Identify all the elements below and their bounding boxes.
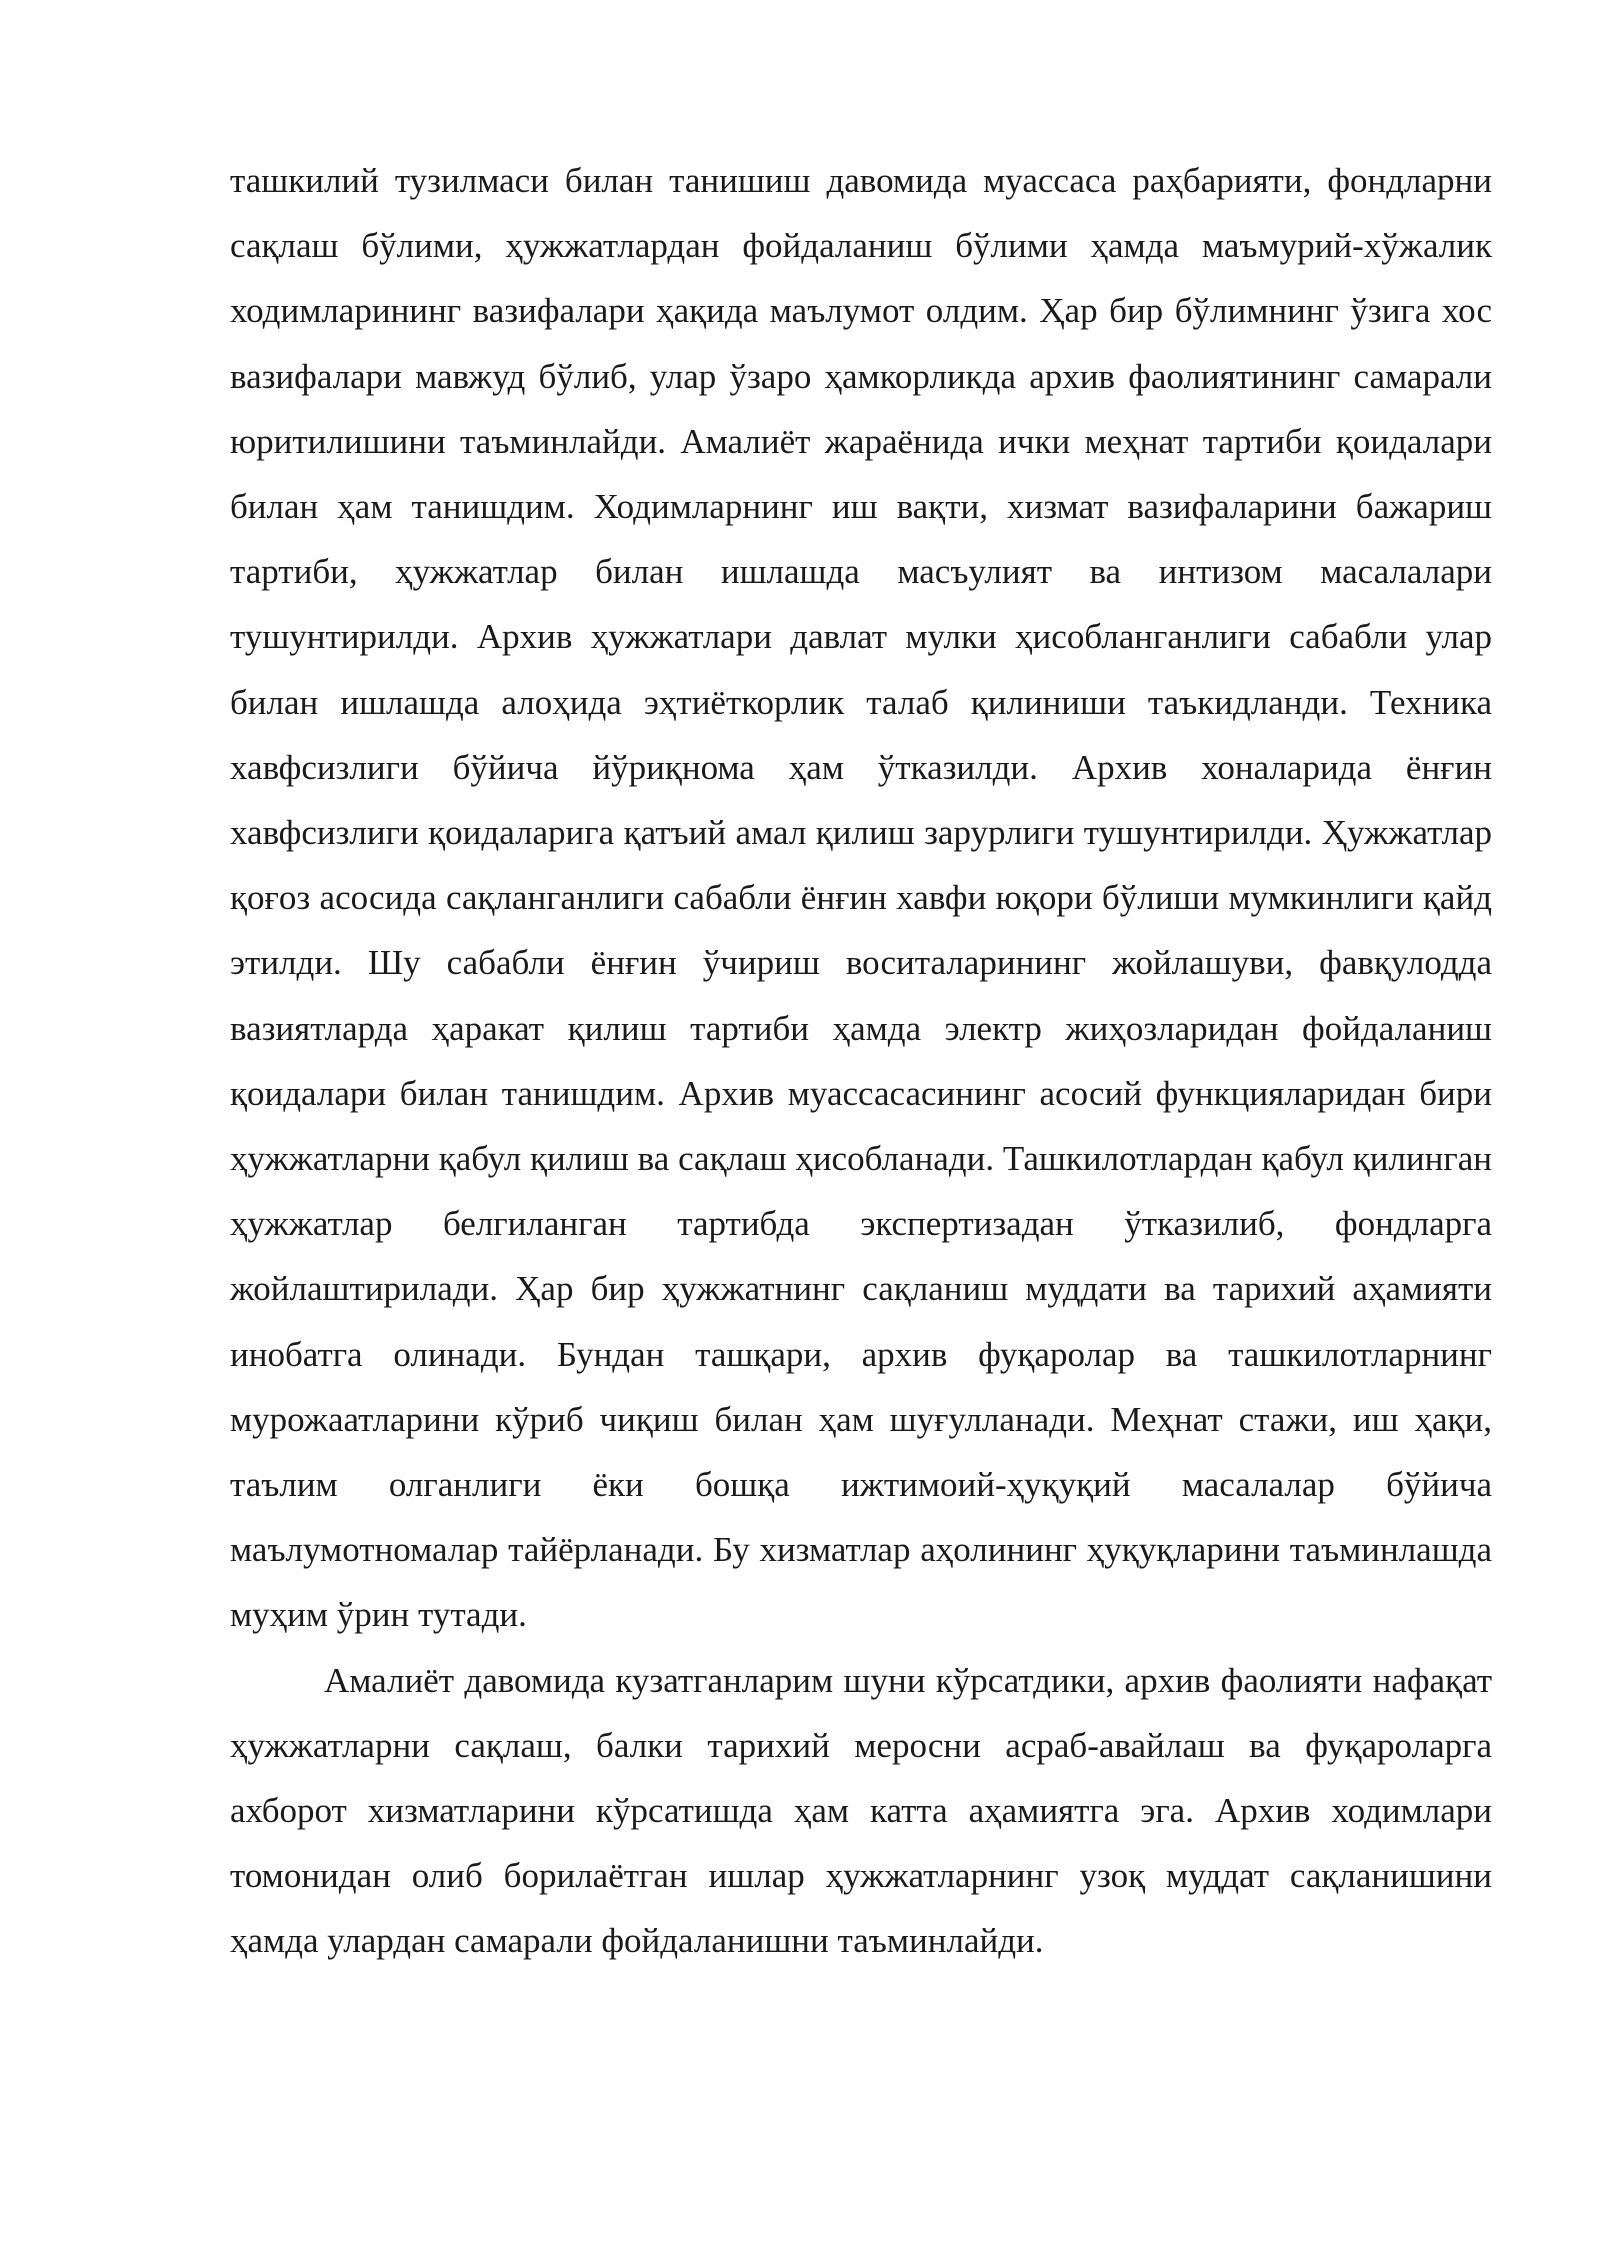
document-body bbox=[230, 148, 1492, 1974]
paragraph-1: ташкилий тузилмаси билан танишиш давомида муассаса раҳбарияти, фондларни сақлаш бўлими, ҳужжатлардан фойдаланиш бўлими ҳамда маъмурий-хўжалик ходимларининг вазифалари ҳақида маълумот олдим. Ҳар бир бўлимнинг ўзига хос вазифалари мавжуд бўлиб, улар ўзаро ҳамкорликда архив фаолиятининг самарали юритилишини таъминлайди. Амалиёт жараёнида ички меҳнат тартиби қоидалари билан ҳам танишдим. Ходимларнинг иш вақти, хизмат вазифаларини бажариш тартиби, ҳужжатлар билан ишлашда масъулият ва интизом масалалари тушунтирилди. Архив ҳужжатлари давлат мулки ҳисобланганлиги сабабли улар билан ишлашда алоҳида эҳтиёткорлик талаб қилиниши таъкидланди. Техника хавфсизлиги бўйича йўриқнома ҳам ўтказилди. Архив хоналарида ёнғин хавфсизлиги қоидаларига қатъий амал қилиш зарурлиги тушунтирилди. Ҳужжатлар қоғоз асосида сақланганлиги сабабли ёнғин хавфи юқори бўлиши мумкинлиги қайд этилди. Шу сабабли ёнғин ўчириш воситаларининг жойлашуви, фавқулодда вазиятларда ҳаракат қилиш тартиби ҳамда электр жиҳозларидан фойдаланиш қоидалари билан танишдим. Архив муассасасининг асосий функцияларидан бири ҳужжатларни қабул қилиш ва сақлаш ҳисобланади. Ташкилотлардан қабул қилинган ҳужжатлар белгиланган тартибда экспертизадан ўтказилиб, фондларга жойлаштирилади. Ҳар бир ҳужжатнинг сақланиш муддати ва тарихий аҳамияти инобатга олинади. Бундан ташқари, архив фуқаролар ва ташкилотларнинг мурожаатларини кўриб чиқиш билан ҳам шуғулланади. Меҳнат стажи, иш ҳақи, таълим олганлиги ёки бошқа ижтимоий-ҳуқуқий масалалар бўйича маълумотномалар тайёрланади. Бу хизматлар аҳолининг ҳуқуқларини таъминлашда муҳим ўрин тутади. bbox=[230, 161, 1492, 1635]
paragraph-2: Амалиёт давомида кузатганларим шуни кўрсатдики, архив фаолияти нафақат ҳужжатларни сақлаш, балки тарихий меросни асраб-авайлаш ва фуқароларга ахборот хизматларини кўрсатишда ҳам катта аҳамиятга эга. Архив ходимлари томонидан олиб борилаётган ишлар ҳужжатларнинг узоқ муддат сақланишини ҳамда улардан самарали фойдаланишни таъминлайди. bbox=[230, 1660, 1492, 1961]
